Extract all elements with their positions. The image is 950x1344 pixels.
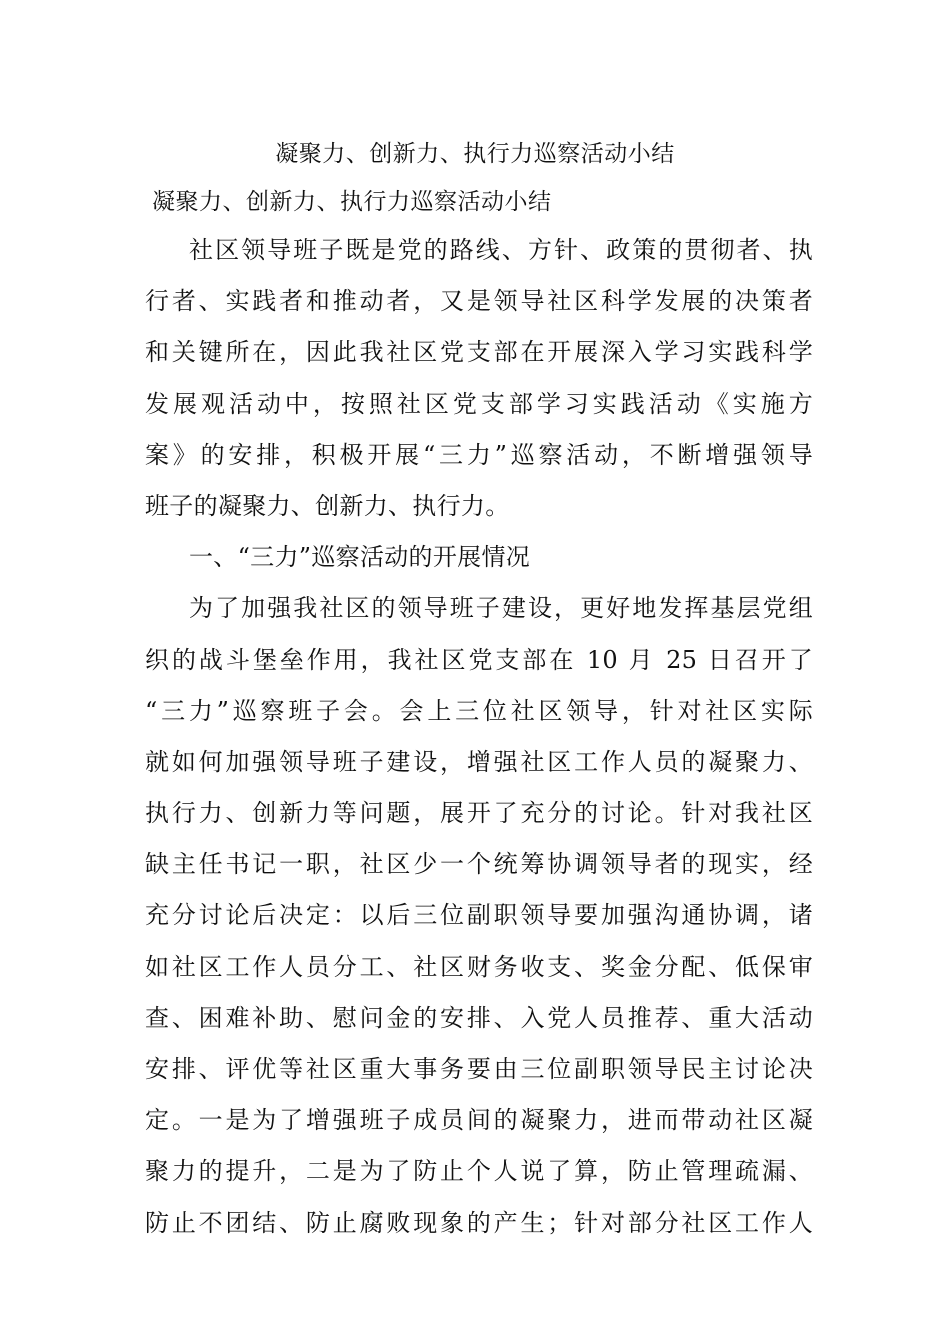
body-text-line: 为了加强我社区的领导班子建设，更好地发挥基层党组 xyxy=(189,594,813,623)
body-text-line: 安排、评优等社区重大事务要由三位副职领导民主讨论决 xyxy=(145,1055,813,1083)
body-text-line: 如社区工作人员分工、社区财务收支、奖金分配、低保审 xyxy=(145,952,813,981)
body-text-line: 查、困难补助、慰问金的安排、入党人员推荐、重大活动 xyxy=(145,1003,813,1032)
body-text-line: 班子的凝聚力、创新力、执行力。 xyxy=(145,491,510,520)
body-text-line: 社区领导班子既是党的路线、方针、政策的贯彻者、执 xyxy=(189,236,813,264)
body-text-line: 充分讨论后决定：以后三位副职领导要加强沟通协调，诸 xyxy=(145,901,813,930)
body-text-line: 行者、实践者和推动者，又是领导社区科学发展的决策者 xyxy=(145,287,813,316)
body-text-line: 一、“三力”巡察活动的开展情况 xyxy=(189,543,531,572)
body-text-line: “三力”巡察班子会。会上三位社区领导，针对社区实际 xyxy=(145,696,813,725)
body-text-line: 和关键所在，因此我社区党支部在开展深入学习实践科学 xyxy=(145,338,813,367)
body-text-line: 执行力、创新力等问题，展开了充分的讨论。针对我社区 xyxy=(145,799,813,828)
body-text-line: 织的战斗堡垒作用，我社区党支部在 10 月 25 日召开了 xyxy=(145,645,813,674)
body-text-line: 缺主任书记一职，社区少一个统筹协调领导者的现实，经 xyxy=(145,850,813,879)
body-text-line: 案》的安排，积极开展“三力”巡察活动，不断增强领导 xyxy=(145,440,813,469)
body-text-line: 发展观活动中，按照社区党支部学习实践活动《实施方 xyxy=(145,389,813,418)
body-text-line: 定。一是为了增强班子成员间的凝聚力，进而带动社区凝 xyxy=(145,1106,813,1135)
document-title: 凝聚力、创新力、执行力巡察活动小结 xyxy=(275,141,675,167)
body-text-line: 防止不团结、防止腐败现象的产生；针对部分社区工作人 xyxy=(145,1208,813,1237)
document-body xyxy=(145,225,813,1249)
body-text-line: 聚力的提升，二是为了防止个人说了算，防止管理疏漏、 xyxy=(145,1157,813,1186)
body-text-line: 就如何加强领导班子建设，增强社区工作人员的凝聚力、 xyxy=(145,747,813,776)
document-subtitle: 凝聚力、创新力、执行力巡察活动小结 xyxy=(152,189,552,215)
